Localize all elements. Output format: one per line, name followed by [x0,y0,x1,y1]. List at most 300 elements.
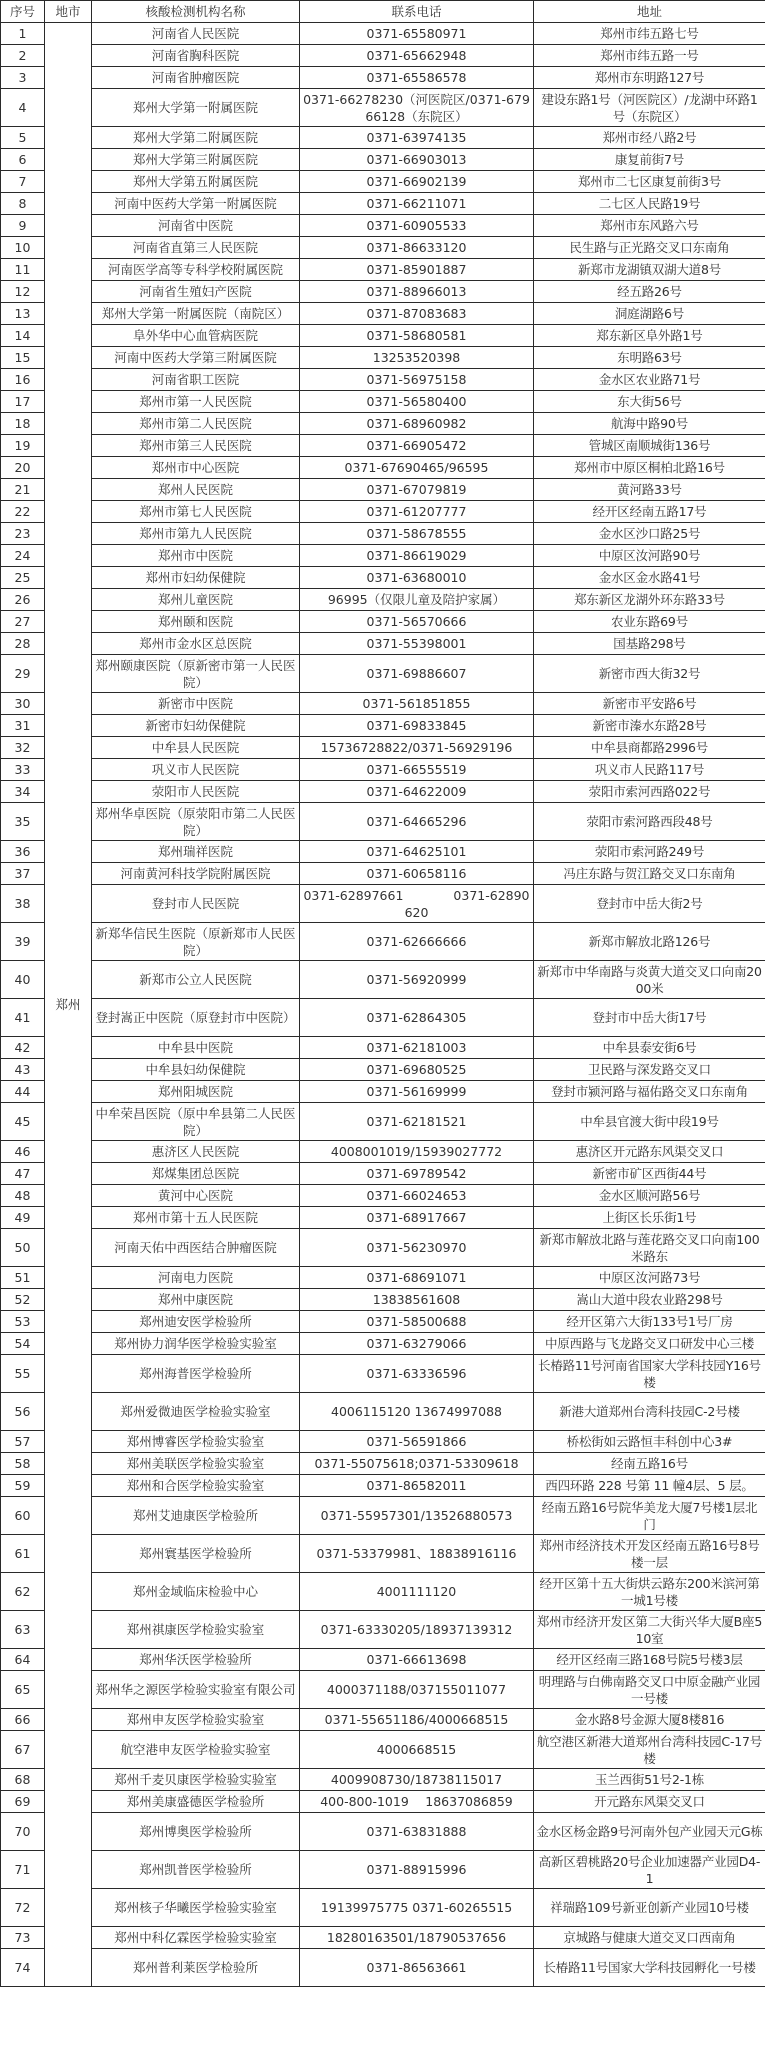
row-address: 金水区金水路41号 [534,567,765,589]
row-phone: 0371-63831888 [300,1813,534,1851]
row-address: 中原西路与飞龙路交叉口研发中心三楼 [534,1333,765,1355]
row-address: 中牟县官渡大街中段19号 [534,1103,765,1141]
row-institution-name: 郑州中科亿霖医学检验实验室 [92,1927,300,1949]
row-institution-name: 巩义市人民医院 [92,759,300,781]
row-seq: 48 [1,1185,45,1207]
row-seq: 55 [1,1355,45,1393]
row-address: 经五路26号 [534,281,765,303]
table-row [1,655,765,693]
row-seq: 6 [1,149,45,171]
table-row [1,1141,765,1163]
header-address: 地址 [534,1,765,23]
table-row [1,1949,765,1987]
row-address: 中原区汝河路90号 [534,545,765,567]
row-institution-name: 河南医学高等专科学校附属医院 [92,259,300,281]
row-institution-name: 中牟县妇幼保健院 [92,1059,300,1081]
row-institution-name: 郑州市第三人民医院 [92,435,300,457]
table-row [1,149,765,171]
row-institution-name: 郑州儿童医院 [92,589,300,611]
row-institution-name: 郑州中康医院 [92,1289,300,1311]
row-seq: 66 [1,1709,45,1731]
row-institution-name: 郑州大学第三附属医院 [92,149,300,171]
table-row [1,1393,765,1431]
row-phone: 0371-56975158 [300,369,534,391]
row-seq: 31 [1,715,45,737]
row-phone: 0371-66903013 [300,149,534,171]
row-address: 巩义市人民路117号 [534,759,765,781]
row-phone: 0371-58680581 [300,325,534,347]
row-institution-name: 郑州迪安医学检验所 [92,1311,300,1333]
table-row [1,1037,765,1059]
row-address: 郑东新区阜外路1号 [534,325,765,347]
header-seq: 序号 [1,1,45,23]
row-seq: 39 [1,923,45,961]
row-institution-name: 郑州普利莱医学检验所 [92,1949,300,1987]
table-row [1,589,765,611]
table-row [1,567,765,589]
row-seq: 67 [1,1731,45,1769]
row-seq: 20 [1,457,45,479]
row-address: 金水区杨金路9号河南外包产业园天元G栋 [534,1813,765,1851]
row-seq: 74 [1,1949,45,1987]
row-address: 国基路298号 [534,633,765,655]
table-row [1,347,765,369]
row-seq: 36 [1,841,45,863]
row-phone: 0371-63336596 [300,1355,534,1393]
row-seq: 22 [1,501,45,523]
table-row [1,1207,765,1229]
row-seq: 17 [1,391,45,413]
row-seq: 16 [1,369,45,391]
row-institution-name: 郑州协力润华医学检验实验室 [92,1333,300,1355]
row-phone: 0371-65580971 [300,23,534,45]
row-phone: 0371-69833845 [300,715,534,737]
row-phone: 0371-85901887 [300,259,534,281]
row-address: 开元路东风渠交叉口 [534,1791,765,1813]
row-address: 卫民路与深发路交叉口 [534,1059,765,1081]
row-phone: 0371-60905533 [300,215,534,237]
table-row [1,369,765,391]
row-address: 经南五路16号院华美龙大厦7号楼1层北门 [534,1497,765,1535]
row-phone: 0371-56570666 [300,611,534,633]
table-row [1,193,765,215]
row-phone: 13838561608 [300,1289,534,1311]
row-phone: 0371-69886607 [300,655,534,693]
row-phone: 0371-65662948 [300,45,534,67]
row-seq: 15 [1,347,45,369]
table-row [1,215,765,237]
row-seq: 52 [1,1289,45,1311]
row-phone: 0371-86563661 [300,1949,534,1987]
table-row [1,1927,765,1949]
row-seq: 23 [1,523,45,545]
row-phone: 0371-64622009 [300,781,534,803]
table-row [1,1769,765,1791]
row-address: 冯庄东路与贺江路交叉口东南角 [534,863,765,885]
row-institution-name: 郑州市第二人民医院 [92,413,300,435]
table-row [1,1103,765,1141]
table-row [1,611,765,633]
table-row [1,89,765,127]
row-phone: 0371-66613698 [300,1649,534,1671]
row-seq: 64 [1,1649,45,1671]
table-row [1,1611,765,1649]
table-row [1,325,765,347]
row-institution-name: 郑州和合医学检验实验室 [92,1475,300,1497]
row-address: 荥阳市索河路西段48号 [534,803,765,841]
row-address: 郑州市东风路六号 [534,215,765,237]
row-phone: 4000668515 [300,1731,534,1769]
row-address: 新郑市解放北路126号 [534,923,765,961]
row-institution-name: 郑州凯普医学检验所 [92,1851,300,1889]
table-row [1,841,765,863]
row-phone: 0371-56920999 [300,961,534,999]
row-phone: 0371-65586578 [300,67,534,89]
row-address: 中牟县商都路2996号 [534,737,765,759]
row-institution-name: 黄河中心医院 [92,1185,300,1207]
row-phone: 0371-66905472 [300,435,534,457]
row-address: 新密市西大街32号 [534,655,765,693]
row-phone: 0371-69789542 [300,1163,534,1185]
row-institution-name: 郑州核子华曦医学检验实验室 [92,1889,300,1927]
row-institution-name: 郑州阳城医院 [92,1081,300,1103]
row-phone: 18280163501/18790537656 [300,1927,534,1949]
header-name: 核酸检测机构名称 [92,1,300,23]
row-address: 郑州市二七区康复前街3号 [534,171,765,193]
row-institution-name: 郑州市第九人民医院 [92,523,300,545]
row-phone: 0371-62181003 [300,1037,534,1059]
row-institution-name: 郑州市第七人民医院 [92,501,300,523]
table-row [1,999,765,1037]
row-institution-name: 郑州市妇幼保健院 [92,567,300,589]
table-row [1,1497,765,1535]
row-institution-name: 郑州市第十五人民医院 [92,1207,300,1229]
table-row [1,1163,765,1185]
row-phone: 0371-55075618;0371-53309618 [300,1453,534,1475]
row-address: 玉兰西街51号2-1栋 [534,1769,765,1791]
row-address: 长椿路11号河南省国家大学科技园Y16号楼 [534,1355,765,1393]
table-row [1,1311,765,1333]
row-seq: 50 [1,1229,45,1267]
table-body [1,23,765,1987]
row-phone: 0371-64665296 [300,803,534,841]
city-cell: 郑州 [45,23,92,1987]
table-row [1,1851,765,1889]
row-phone: 0371-66278230（河医院区/0371-67966128（东院区） [300,89,534,127]
row-phone: 0371-66211071 [300,193,534,215]
row-phone: 4006115120 13674997088 [300,1393,534,1431]
row-institution-name: 阜外华中心血管病医院 [92,325,300,347]
table-row [1,1731,765,1769]
table-row [1,1889,765,1927]
row-phone: 0371-55398001 [300,633,534,655]
row-address: 经开区第六大街133号1号厂房 [534,1311,765,1333]
row-address: 京城路与健康大道交叉口西南角 [534,1927,765,1949]
table-row [1,1267,765,1289]
row-institution-name: 郑州千麦贝康医学检验实验室 [92,1769,300,1791]
row-institution-name: 郑州人民医院 [92,479,300,501]
row-seq: 2 [1,45,45,67]
row-phone: 0371-561851855 [300,693,534,715]
row-seq: 51 [1,1267,45,1289]
row-institution-name: 郑州美联医学检验实验室 [92,1453,300,1475]
row-phone: 0371-58500688 [300,1311,534,1333]
table-row [1,45,765,67]
row-address: 金水路8号金源大厦8楼816 [534,1709,765,1731]
row-address: 郑州市经八路2号 [534,127,765,149]
table-row [1,759,765,781]
row-institution-name: 郑州寰基医学检验所 [92,1535,300,1573]
row-seq: 19 [1,435,45,457]
row-institution-name: 河南省中医院 [92,215,300,237]
table-row [1,67,765,89]
row-seq: 47 [1,1163,45,1185]
row-phone: 4001111120 [300,1573,534,1611]
row-address: 中原区汝河路73号 [534,1267,765,1289]
row-seq: 24 [1,545,45,567]
row-seq: 41 [1,999,45,1037]
row-seq: 63 [1,1611,45,1649]
row-institution-name: 中牟县中医院 [92,1037,300,1059]
table-row [1,171,765,193]
table-row [1,1185,765,1207]
row-institution-name: 郑州华卓医院（原荥阳市第二人民医院） [92,803,300,841]
row-phone: 0371-88966013 [300,281,534,303]
row-phone: 0371-66902139 [300,171,534,193]
row-phone: 0371-53379981、18838916116 [300,1535,534,1573]
row-phone: 0371-88915996 [300,1851,534,1889]
row-institution-name: 郑州爱微迪医学检验实验室 [92,1393,300,1431]
row-phone: 96995（仅限儿童及陪护家属） [300,589,534,611]
row-institution-name: 郑州美康盛德医学检验所 [92,1791,300,1813]
row-address: 航海中路90号 [534,413,765,435]
row-seq: 25 [1,567,45,589]
row-address: 新密市溱水东路28号 [534,715,765,737]
table-row [1,1709,765,1731]
row-seq: 26 [1,589,45,611]
row-institution-name: 惠济区人民医院 [92,1141,300,1163]
row-address: 西四环路 228 号第 11 幢4层、5 层。 [534,1475,765,1497]
row-institution-name: 河南中医药大学第一附属医院 [92,193,300,215]
row-phone: 4008001019/15939027772 [300,1141,534,1163]
row-phone: 0371-68917667 [300,1207,534,1229]
row-address: 金水区沙口路25号 [534,523,765,545]
row-seq: 56 [1,1393,45,1431]
table-row [1,545,765,567]
row-seq: 70 [1,1813,45,1851]
row-phone: 0371-67690465/96595 [300,457,534,479]
row-phone: 0371-66555519 [300,759,534,781]
row-seq: 1 [1,23,45,45]
row-seq: 45 [1,1103,45,1141]
table-row [1,281,765,303]
row-seq: 62 [1,1573,45,1611]
row-phone: 0371-62864305 [300,999,534,1037]
row-address: 新密市平安路6号 [534,693,765,715]
table-row [1,715,765,737]
row-seq: 29 [1,655,45,693]
row-address: 经南五路16号 [534,1453,765,1475]
row-address: 惠济区开元路东风渠交叉口 [534,1141,765,1163]
row-address: 郑州市纬五路七号 [534,23,765,45]
row-address: 金水区顺河路56号 [534,1185,765,1207]
row-seq: 68 [1,1769,45,1791]
row-address: 长椿路11号国家大学科技园孵化一号楼 [534,1949,765,1987]
row-institution-name: 郑州艾迪康医学检验所 [92,1497,300,1535]
table-row [1,1355,765,1393]
row-phone: 0371-60658116 [300,863,534,885]
row-address: 郑东新区龙湖外环东路33号 [534,589,765,611]
row-seq: 60 [1,1497,45,1535]
row-institution-name: 河南中医药大学第三附属医院 [92,347,300,369]
table-row [1,1813,765,1851]
row-seq: 42 [1,1037,45,1059]
table-row [1,1229,765,1267]
row-institution-name: 荥阳市人民医院 [92,781,300,803]
row-address: 经开区经南三路168号院5号楼3层 [534,1649,765,1671]
row-phone: 0371-56230970 [300,1229,534,1267]
row-institution-name: 郑州华之源医学检验实验室有限公司 [92,1671,300,1709]
row-address: 管城区南顺城街136号 [534,435,765,457]
row-seq: 43 [1,1059,45,1081]
table-row [1,1649,765,1671]
row-seq: 14 [1,325,45,347]
row-address: 二七区人民路19号 [534,193,765,215]
row-address: 新郑市龙湖镇双湖大道8号 [534,259,765,281]
row-institution-name: 航空港申友医学检验实验室 [92,1731,300,1769]
row-address: 明理路与白佛南路交叉口中原金融产业园一号楼 [534,1671,765,1709]
row-institution-name: 郑州市金水区总医院 [92,633,300,655]
row-institution-name: 郑州金域临床检验中心 [92,1573,300,1611]
table-row [1,237,765,259]
row-phone: 0371-62666666 [300,923,534,961]
row-phone: 4000371188/037155011077 [300,1671,534,1709]
row-phone: 0371-56591866 [300,1431,534,1453]
row-institution-name: 郑州市中心医院 [92,457,300,479]
row-phone: 0371-58678555 [300,523,534,545]
row-seq: 8 [1,193,45,215]
row-institution-name: 河南省职工医院 [92,369,300,391]
row-phone: 0371-66024653 [300,1185,534,1207]
row-address: 郑州市东明路127号 [534,67,765,89]
row-institution-name: 中牟县人民医院 [92,737,300,759]
row-address: 黄河路33号 [534,479,765,501]
row-institution-name: 河南省人民医院 [92,23,300,45]
table-row [1,803,765,841]
row-address: 康复前街7号 [534,149,765,171]
row-seq: 7 [1,171,45,193]
row-institution-name: 新郑华信民生医院（原新郑市人民医院） [92,923,300,961]
row-institution-name: 郑州大学第一附属医院 [92,89,300,127]
table-row [1,1535,765,1573]
row-institution-name: 郑州颐康医院（原新密市第一人民医院） [92,655,300,693]
table-header-row [1,1,765,23]
row-institution-name: 郑州颐和医院 [92,611,300,633]
row-seq: 5 [1,127,45,149]
row-institution-name: 郑州博睿医学检验实验室 [92,1431,300,1453]
row-institution-name: 郑州大学第五附属医院 [92,171,300,193]
table-row [1,1059,765,1081]
row-seq: 32 [1,737,45,759]
row-phone: 400-800-1019 18637086859 [300,1791,534,1813]
row-phone: 0371-86582011 [300,1475,534,1497]
row-seq: 21 [1,479,45,501]
row-institution-name: 郑州大学第一附属医院（南院区） [92,303,300,325]
row-institution-name: 郑州博奥医学检验所 [92,1813,300,1851]
table-row [1,1081,765,1103]
row-institution-name: 河南省直第三人民医院 [92,237,300,259]
row-seq: 44 [1,1081,45,1103]
table-row [1,23,765,45]
row-institution-name: 新密市中医院 [92,693,300,715]
row-seq: 73 [1,1927,45,1949]
row-institution-name: 郑州瑞祥医院 [92,841,300,863]
row-address: 建设东路1号（河医院区）/龙湖中环路1号（东院区） [534,89,765,127]
row-seq: 49 [1,1207,45,1229]
row-address: 荥阳市索河路249号 [534,841,765,863]
row-seq: 58 [1,1453,45,1475]
row-seq: 13 [1,303,45,325]
row-address: 新港大道郑州台湾科技园C-2号楼 [534,1393,765,1431]
row-seq: 38 [1,885,45,923]
row-address: 郑州市纬五路一号 [534,45,765,67]
row-address: 新郑市中华南路与炎黄大道交叉口向南2000米 [534,961,765,999]
row-phone: 0371-68960982 [300,413,534,435]
table-row [1,693,765,715]
row-address: 荥阳市索河西路022号 [534,781,765,803]
row-seq: 18 [1,413,45,435]
header-phone: 联系电话 [300,1,534,23]
row-seq: 27 [1,611,45,633]
row-address: 郑州市中原区桐柏北路16号 [534,457,765,479]
row-address: 东明路63号 [534,347,765,369]
table-row [1,1791,765,1813]
row-seq: 10 [1,237,45,259]
row-phone: 0371-56580400 [300,391,534,413]
row-address: 郑州市经济开发区第二大街兴华大厦B座510室 [534,1611,765,1649]
header-city: 地市 [45,1,92,23]
row-seq: 54 [1,1333,45,1355]
row-institution-name: 河南省胸科医院 [92,45,300,67]
table-row [1,1333,765,1355]
row-institution-name: 新密市妇幼保健院 [92,715,300,737]
table-row [1,413,765,435]
row-phone: 4009908730/18738115017 [300,1769,534,1791]
row-address: 经开区经南五路17号 [534,501,765,523]
row-address: 新郑市解放北路与莲花路交叉口向南100米路东 [534,1229,765,1267]
row-seq: 12 [1,281,45,303]
row-phone: 0371-61207777 [300,501,534,523]
row-seq: 71 [1,1851,45,1889]
row-address: 中牟县泰安街6号 [534,1037,765,1059]
row-institution-name: 河南电力医院 [92,1267,300,1289]
row-address: 民生路与正光路交叉口东南角 [534,237,765,259]
row-phone: 0371-55651186/4000668515 [300,1709,534,1731]
row-institution-name: 河南天佑中西医结合肿瘤医院 [92,1229,300,1267]
table-row [1,1671,765,1709]
row-seq: 57 [1,1431,45,1453]
table-row [1,781,765,803]
row-seq: 69 [1,1791,45,1813]
row-phone: 0371-63279066 [300,1333,534,1355]
row-seq: 46 [1,1141,45,1163]
table-row [1,1289,765,1311]
row-phone: 0371-86633120 [300,237,534,259]
row-phone: 0371-63680010 [300,567,534,589]
row-address: 航空港区新港大道郑州台湾科技园C-17号楼 [534,1731,765,1769]
row-phone: 0371-63330205/18937139312 [300,1611,534,1649]
row-address: 登封市中岳大街17号 [534,999,765,1037]
